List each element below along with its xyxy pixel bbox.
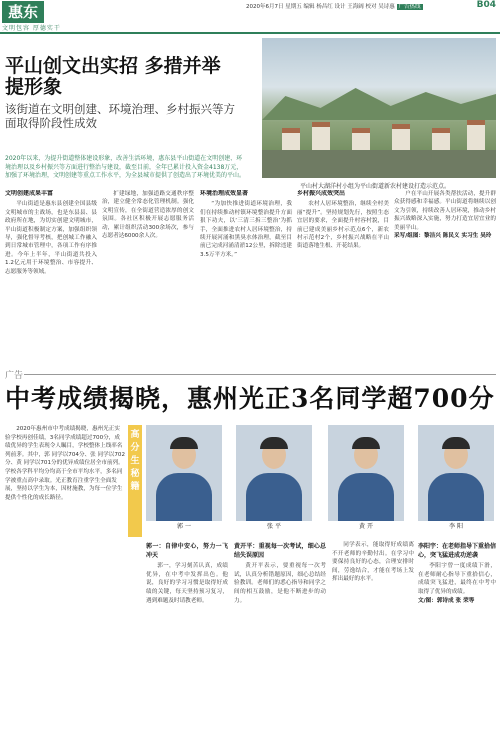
story-column-5 xyxy=(394,190,496,355)
story-column-4 xyxy=(297,190,389,355)
ad-paragraph: 郭一，学习刻苦认真，成绩优异，在中考中发挥出色。他说，良好的学习习惯是取得好成绩的关键，每天坚持预习复习，遇到难题及时请教老师。 xyxy=(146,563,228,604)
story-column-2 xyxy=(102,190,194,355)
story-paragraph: “为加快推进街道环境治理，我们在持续推动村镇环境整治提升方面狠下功夫，以‘三清三拆三整治’为抓手，全面推进农村人居环境整治，持续开展河涌和黑臭水体治理，截至目前已完成河涌清淤12公里，拆除违建3.5万平方米。” xyxy=(200,201,292,258)
ad-subheading: 郭一：自律中安心，努力一飞冲天 xyxy=(146,543,228,559)
student-name: 郭 一 xyxy=(177,523,191,530)
ad-column-5 xyxy=(418,541,496,747)
ad-paragraph: 2020年惠州市中考成绩揭晓，惠州光正实验学校再创佳绩，3名同学成绩超过700分，成绩优异的学生表现令人瞩目，学校整体上线率名列前茅。其中，郭 同学以704分、张 同学以702分、黄 同学以701分的优异成绩位居全市前列。学校各学科平均分均高于全市平均水平，多名同学被重点高中录取。光正教育注重学生全面发展，坚持以学生为本，因材施教，为每一位学生提供个性化的成长路径。 xyxy=(5,426,125,501)
student-card xyxy=(418,425,494,537)
story-headline: 平山创文出实招 多措并举提形象 xyxy=(5,55,221,98)
student-photo xyxy=(146,425,222,521)
section-logo: 惠东 xyxy=(2,1,44,23)
ad-credit: 文/图：郭诗成 张 荣等 xyxy=(418,597,475,604)
ad-column-2 xyxy=(146,541,228,747)
section-heading-civilization: 文明创建成果丰富 xyxy=(5,190,54,197)
ad-tag: 广告 xyxy=(5,371,24,381)
student-photo xyxy=(328,425,404,521)
page-number: B04 xyxy=(476,0,496,10)
story-lead: 2020年以来，为提升街道整体建设形象，改善生活环境，惠东县平山街道在文明创建、环境治理以及乡村振兴等方面进行整治与建设，截至目前，全年已累计投入资金4138万元，加强了环境治理，文明创建等重点工作水平，为全县城市提供了创造出了环境优美的平山。 xyxy=(5,155,246,179)
ad-column-3 xyxy=(234,541,326,747)
ad-subheading: 黄开平：重视每一次考试，细心总结失误原因 xyxy=(234,543,326,559)
section-heading-environment: 环境治理成效显著 xyxy=(200,190,249,197)
student-card xyxy=(236,425,312,537)
issue-date-editors: 2020年6月7日 星期五 编辑 杨昌红 设计 王海阔 校对 吴诗惠 xyxy=(246,4,395,10)
ad-paragraph: 李阳宇曾一度成绩下滑，在老师耐心指导下重拾信心，成绩突飞猛进，最终在中考中取得了优异的成绩。 xyxy=(418,563,496,595)
story-paragraph: 平山街道是惠东县创建全国县级文明城市的主战场，也是东县县、县政府所在地，为切实创建文明城市，平山街道积极制定方案，加强组织领导，强化督导考核，把创城工作融入到日常城市管理中，各项工作有序推进。今年上半年，平山街道共投入1.2亿元用于环境整治、市容提升、志愿服务等领域。 xyxy=(5,201,97,275)
ad-paragraph: 同学表示，能取得好成绩离不开老师的辛勤付出。在学习中要保持良好的心态，合理安排时间，劳逸结合，才能在考场上发挥出最好的水平。 xyxy=(332,542,414,583)
ad-intro-column xyxy=(5,425,125,747)
story-paragraph: 户在平山开展各类帮扶活动，提升群众获得感和幸福感。平山街道将继续以创文为引领，持续改善人居环境，推动乡村振兴战略深入实施，努力打造宜居宜业的美丽平山。 xyxy=(394,191,496,231)
student-name: 张 平 xyxy=(267,523,281,530)
student-name: 李 阳 xyxy=(449,523,463,530)
photo-caption: 平山村大湖洋村小组为平山街道新农村建设打造示范点。 xyxy=(300,183,451,190)
ad-column-4 xyxy=(332,541,414,747)
student-photo xyxy=(236,425,312,521)
issue-info xyxy=(246,2,423,10)
student-card xyxy=(328,425,404,537)
story-paragraph: 农村人居环境整治，继续全村美丽“提升”。坚持规划先行，按照生态宜居的要求，全面提升村容村貌，目前已建成美丽乡村示范点6个，新农村示范村2个，乡村振兴战略在平山街道落地生根、开花结果。 xyxy=(297,201,389,250)
ad-headline: 中考成绩揭晓，惠州光正3名同学超700分 xyxy=(5,384,495,413)
section-heading-rural: 乡村振兴成效突出 xyxy=(297,190,346,197)
ad-subheading: 李阳宇：在老师指导下重拾信心，突飞猛进成功逆袭 xyxy=(418,543,496,559)
story-column-1 xyxy=(5,190,97,355)
student-photos xyxy=(146,425,496,537)
story-paragraph: 扩建绿地，加强道路交通秩序整治，建立健全常态化管理机制。强化文明宣传，在全街道营造浓厚的创文氛围。各社区积极开展志愿服务活动，累计组织活动300余场次，参与志愿者达6000余人次。 xyxy=(102,191,194,240)
issue-accent: 广告热线 xyxy=(398,4,421,10)
ad-ribbon xyxy=(128,425,142,537)
ribbon-text: 高分生秘籍 xyxy=(130,430,140,492)
story-photo xyxy=(262,38,496,178)
student-photo xyxy=(418,425,494,521)
student-card xyxy=(146,425,222,537)
masthead xyxy=(0,0,500,34)
section-slogan: 文明包容 厚德实干 xyxy=(2,25,61,32)
ad-divider xyxy=(24,374,496,375)
ad-paragraph: 黄开平表示，要重视每一次考试，认真分析错题原因，细心总结经验教训。老师们的悉心指导和同学之间的相互鼓励，是他不断进步的动力。 xyxy=(234,563,326,604)
student-name: 黄 开 xyxy=(359,523,373,530)
story-column-3 xyxy=(200,190,292,355)
story-credit: 采写/组图：黎洁兴 陈民义 实习生 吴玲 xyxy=(394,233,492,240)
story-subhead: 该街道在文明创建、环境治理、乡村振兴等方面取得阶段性成效 xyxy=(5,102,235,130)
